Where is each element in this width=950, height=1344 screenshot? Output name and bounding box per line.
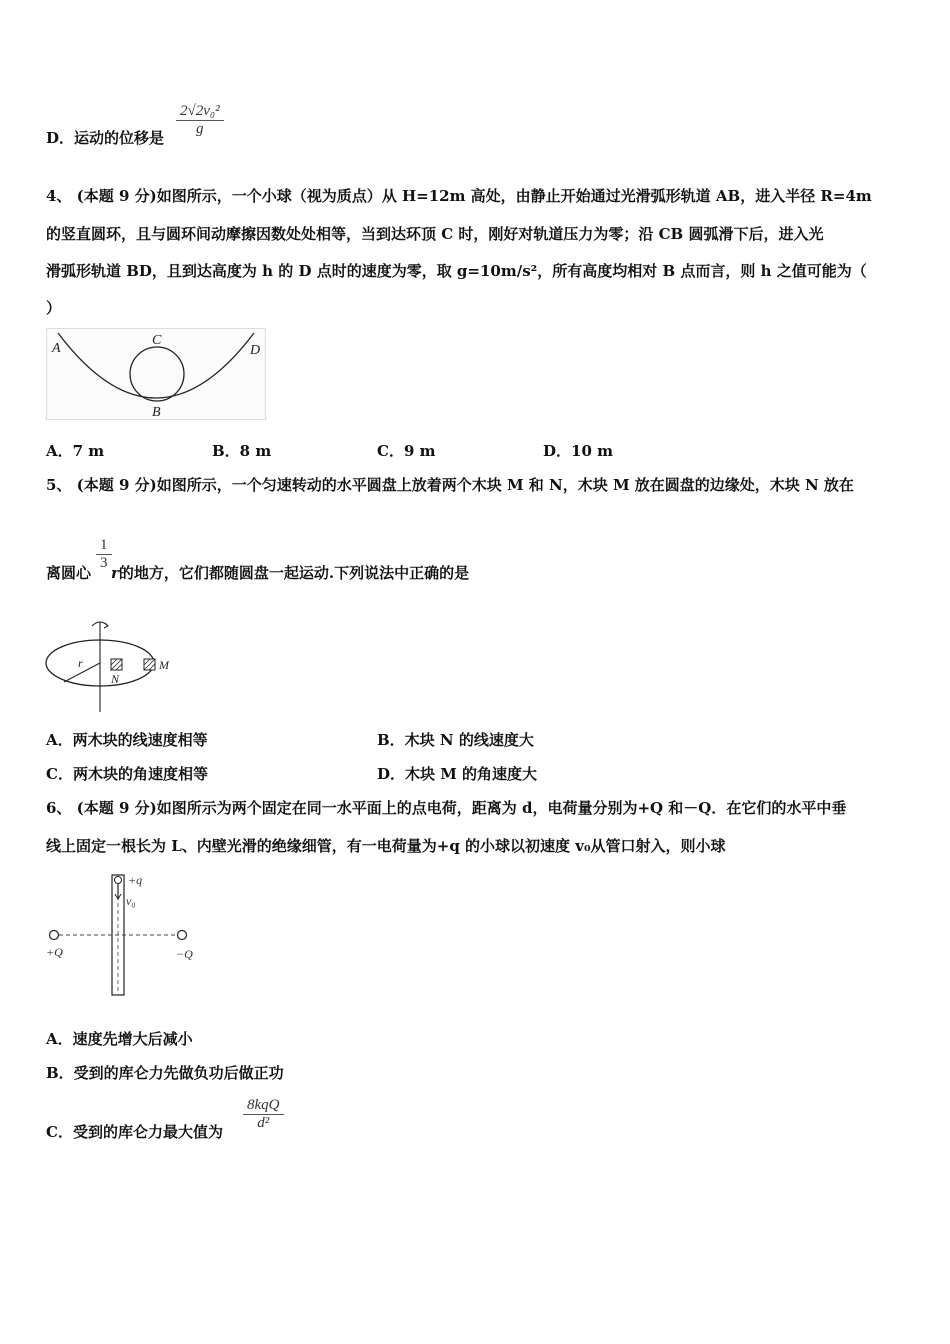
q4-option-d: D．10 m [543,442,613,460]
q6-charge-figure [44,870,204,1000]
q6-option-b: B．受到的库仑力先做负功后做正功 [46,1064,284,1082]
q5-option-b: B．木块 N 的线速度大 [377,731,534,749]
q4-label-c: C [152,333,162,348]
q4-stem-line-1: 4、 (本题 9 分)如图所示，一个小球（视为质点）从 H=12m 高处，由静止开始通过光滑弧形轨道 AB，进入半径 R=4m [46,187,872,205]
q6-option-a: A．速度先增大后减小 [46,1030,193,1048]
q5-disk-figure [44,616,184,716]
q6-stem-line-1: 6、 (本题 9 分)如图所示为两个固定在同一水平面上的点电荷，距离为 d，电荷量分别为+Q 和－Q．在它们的水平中垂 [46,799,847,817]
q4-label-d: D [250,343,261,358]
q5-line2-suffix: 的地方，它们都随圆盘一起运动.下列说法中正确的是 [118,564,470,582]
q6-option-c-text: C．受到的库仑力最大值为 [46,1123,223,1141]
q6-label-plus-q: +q [128,873,143,887]
q4-option-c: C．9 m [377,442,436,460]
q5-option-c: C．两木块的角速度相等 [46,765,208,783]
q4-option-b: B．8 m [212,442,272,460]
q5-fraction [96,537,112,572]
q5-option-d: D．木块 M 的角速度大 [377,765,538,783]
q5-fraction-denominator: 3 [100,555,108,571]
q3-option-d [46,128,164,148]
q5-label-m: M [159,658,169,672]
q6-label-minus-Q: −Q [176,947,193,961]
q5-label-r: r [78,656,83,670]
q6-option-c [46,1122,223,1142]
q5-label-n: N [111,672,120,686]
q4-stem-line-4: ） [46,299,62,317]
q4-stem-line-3: 滑弧形轨道 BD，且到达高度为 h 的 D 点时的速度为零，取 g=10m/s²，所有高度均相对 B 点而言，则 h 之值可能为（ [46,262,867,280]
q6-negative-charge [178,931,187,940]
q4-option-a: A．7 m [46,442,105,460]
q6-ball [115,877,122,884]
q5-line2-prefix: 离圆心 [46,564,92,582]
q5-option-a: A．两木块的线速度相等 [46,731,208,749]
q3-option-d-fraction [176,103,224,138]
q4-stem-line-2: 的竖直圆环，且与圆环间动摩擦因数处处相等，当到达环顶 C 时，刚好对轨道压力为零；沿 CB 圆弧滑下后，进入光 [46,225,824,243]
q6-positive-charge [50,931,59,940]
q3-fraction-denominator: g [196,121,204,137]
q5-stem-line-1: 5、 (本题 9 分)如图所示，一个匀速转动的水平圆盘上放着两个木块 M 和 N，木块 M 放在圆盘的边缘处，木块 N 放在 [46,476,854,494]
q6-label-v0: v₀ [126,894,136,908]
q5-line2-var: r [111,564,119,582]
q6-fraction-numerator: 8kqQ [247,1097,280,1113]
q6-label-plus-Q: +Q [46,945,63,959]
q6-option-c-fraction [243,1097,284,1132]
q4-label-a: A [52,341,61,356]
q5-fraction-numerator: 1 [100,537,108,553]
q3-fraction-numerator: 2√2v₀² [180,103,220,119]
q6-stem-line-2: 线上固定一根长为 L、内壁光滑的绝缘细管，有一电荷量为+q 的小球以初速度 v₀从管口射入，则小球 [46,837,726,855]
q4-label-b: B [152,405,161,420]
q4-track-figure [46,328,266,420]
q3-option-d-text: D．运动的位移是 [46,129,165,147]
q6-fraction-denominator: d² [257,1115,270,1131]
